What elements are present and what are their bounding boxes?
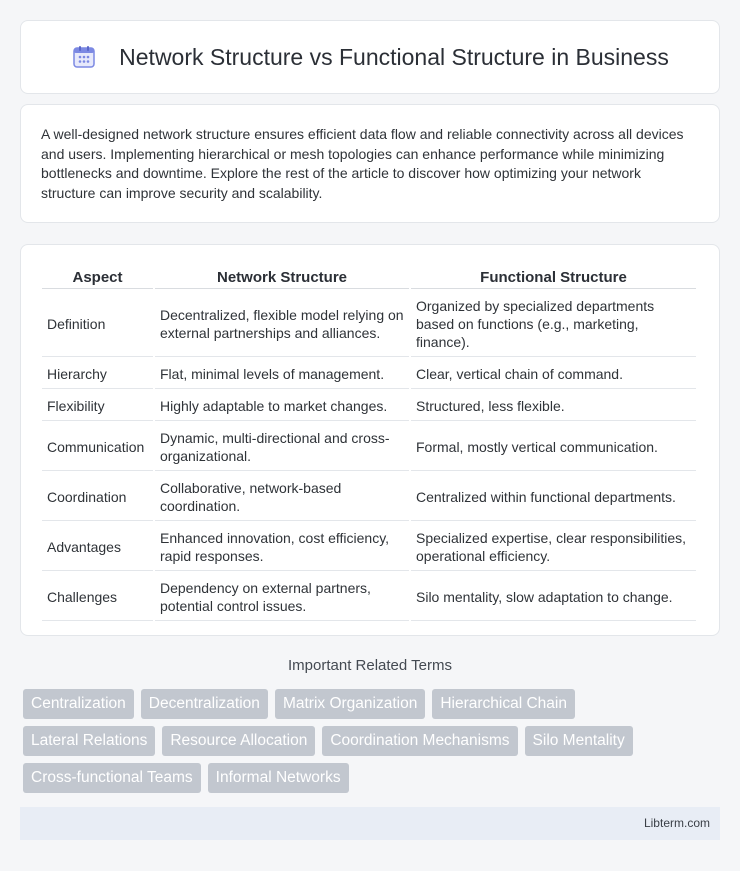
header-functional-structure: Functional Structure [411,267,696,289]
row-aspect: Hierarchy [42,359,153,389]
row-aspect: Flexibility [42,391,153,421]
table-row [42,573,696,621]
row-network: Highly adaptable to market changes. [155,391,409,421]
calendar-icon [71,44,97,70]
footer-site-link[interactable]: Libterm.com [643,816,710,830]
related-terms-heading: Important Related Terms [288,657,452,674]
row-network: Dynamic, multi-directional and cross-organizational. [155,423,409,471]
row-network: Dependency on external partners, potential control issues. [155,573,409,621]
row-functional: Organized by specialized departments based on functions (e.g., marketing, finance). [411,291,696,357]
title-card [20,20,720,94]
page-title: Network Structure vs Functional Structure in Business [119,43,669,70]
table-row [42,473,696,521]
term-tag[interactable]: Decentralization [141,689,268,719]
row-aspect: Definition [42,291,153,357]
row-functional: Specialized expertise, clear responsibilities, operational efficiency. [411,523,696,571]
header-aspect: Aspect [42,267,153,289]
table-header-row [42,267,696,289]
term-tag[interactable]: Informal Networks [208,763,349,793]
table-row [42,391,696,421]
intro-paragraph: A well-designed network structure ensures efficient data flow and reliable connectivity across all devices and users. Implementing hierarchical or mesh topologies can enhance performance while minimizing bottlenecks and downtime. Explore the rest of the article to discover how optimizing your network structure can improve security and scalability. [41,126,684,201]
intro-card [20,104,720,223]
row-network: Collaborative, network-based coordination. [155,473,409,521]
header-network-structure: Network Structure [155,267,409,289]
related-terms-list [23,689,703,793]
term-tag[interactable]: Centralization [23,689,134,719]
row-functional: Formal, mostly vertical communication. [411,423,696,471]
row-aspect: Advantages [42,523,153,571]
row-functional: Silo mentality, slow adaptation to change. [411,573,696,621]
row-network: Decentralized, flexible model relying on external partnerships and alliances. [155,291,409,357]
term-tag[interactable]: Lateral Relations [23,726,155,756]
term-tag[interactable]: Resource Allocation [162,726,315,756]
row-network: Flat, minimal levels of management. [155,359,409,389]
row-functional: Centralized within functional departments. [411,473,696,521]
table-row [42,523,696,571]
table-row [42,359,696,389]
row-aspect: Coordination [42,473,153,521]
row-functional: Clear, vertical chain of command. [411,359,696,389]
term-tag[interactable]: Matrix Organization [275,689,425,719]
footer [20,807,720,840]
comparison-table [40,265,698,623]
term-tag[interactable]: Coordination Mechanisms [322,726,517,756]
row-aspect: Challenges [42,573,153,621]
comparison-table-card [20,244,720,636]
row-aspect: Communication [42,423,153,471]
row-network: Enhanced innovation, cost efficiency, rapid responses. [155,523,409,571]
term-tag[interactable]: Cross-functional Teams [23,763,201,793]
row-functional: Structured, less flexible. [411,391,696,421]
table-row [42,291,696,357]
table-row [42,423,696,471]
term-tag[interactable]: Silo Mentality [525,726,633,756]
term-tag[interactable]: Hierarchical Chain [432,689,575,719]
